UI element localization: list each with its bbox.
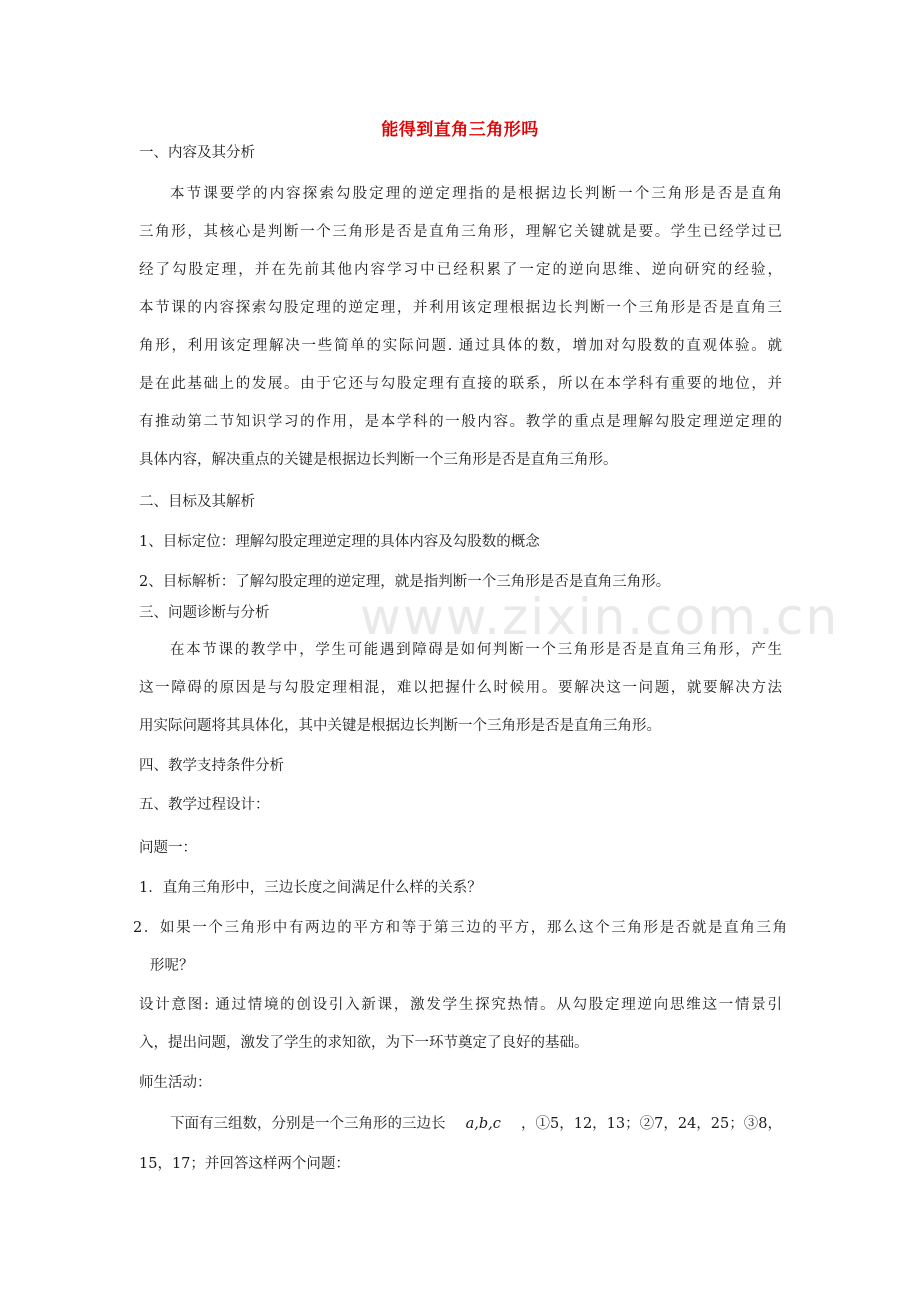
activity-heading: 师生活动： — [139, 1075, 212, 1091]
section-heading-2: 二、目标及其解析 — [139, 494, 255, 510]
activity-text-a: 下面有三组数，分别是一个三角形的三边长 — [170, 1116, 446, 1132]
paragraph-line: 本节课要学的内容探索勾股定理的逆定理指的是根据边长判断一个三角形是否是直角 — [170, 186, 782, 202]
paragraph-line: 三角形，其核心是判断一个三角形是否是直角三角形，理解它关键就是要。学生已经学过已 — [139, 224, 782, 240]
paragraph-line: 有推动第二节知识学习的作用，是本学科的一般内容。教学的重点是理解勾股定理逆定理的 — [139, 414, 782, 430]
section-heading-4: 四、教学支持条件分析 — [139, 758, 284, 774]
section-heading-1: 一、内容及其分析 — [139, 145, 255, 161]
math-variables: a,b,c — [465, 1116, 501, 1132]
question-item-2-continued: 形呢？ — [150, 958, 194, 974]
paragraph-line: 在本节课的教学中，学生可能遇到障碍是如何判断一个三角形是否是直角三角形，产生 — [170, 642, 782, 658]
section-heading-3: 三、问题诊断与分析 — [139, 605, 270, 621]
paragraph-line: 用实际问题将其具体化，其中关键是根据边长判断一个三角形是否是直角三角形。 — [139, 718, 661, 734]
activity-text-b: ，①5，12，13；②7，24，25；③8， — [521, 1116, 782, 1132]
goal-item-2: 2、目标解析：了解勾股定理的逆定理，就是指判断一个三角形是否是直角三角形。 — [139, 574, 671, 590]
watermark: www.zixin.com.cn — [360, 588, 840, 646]
section-heading-5: 五、教学过程设计： — [139, 797, 270, 813]
paragraph-line: 是在此基础上的发展。由于它还与勾股定理有直接的联系，所以在本学科有重要的地位，并 — [139, 376, 782, 392]
paragraph-line: 角形，利用该定理解决一些简单的实际问题. 通过具体的数，增加对勾股数的直观体验。就 — [139, 338, 782, 354]
page-title: 能得到直角三角形吗 — [381, 120, 539, 140]
question-item-1: 1．直角三角形中，三边长度之间满足什么样的关系？ — [139, 880, 482, 896]
question-item-2: 2．如果一个三角形中有两边的平方和等于第三边的平方，那么这个三角形是否就是直角三角 — [133, 920, 787, 936]
paragraph-line: 具体内容，解决重点的关键是根据边长判断一个三角形是否是直角三角形。 — [139, 452, 618, 468]
design-intent: 设计意图: 通过情境的创设引入新课，激发学生探究热情。从勾股定理逆向思维这一情景引 — [139, 997, 782, 1013]
design-intent-continued: 入，提出问题，激发了学生的求知欲，为下一环节奠定了良好的基础。 — [139, 1035, 589, 1051]
paragraph-line: 这一障碍的原因是与勾股定理相混，难以把握什么时候用。要解决这一问题，就要解决方法 — [139, 680, 782, 696]
activity-paragraph — [170, 1114, 782, 1134]
activity-paragraph-continued: 15，17；并回答这样两个问题： — [139, 1156, 350, 1172]
goal-item-1: 1、目标定位：理解勾股定理逆定理的具体内容及勾股数的概念 — [139, 534, 540, 550]
paragraph-line: 经了勾股定理，并在先前其他内容学习中已经积累了一定的逆向思维、逆向研究的经验， — [139, 262, 782, 278]
paragraph-line: 本节课的内容探索勾股定理的逆定理，并利用该定理根据边长判断一个三角形是否是直角三 — [139, 300, 782, 316]
question-heading: 问题一： — [139, 840, 197, 856]
